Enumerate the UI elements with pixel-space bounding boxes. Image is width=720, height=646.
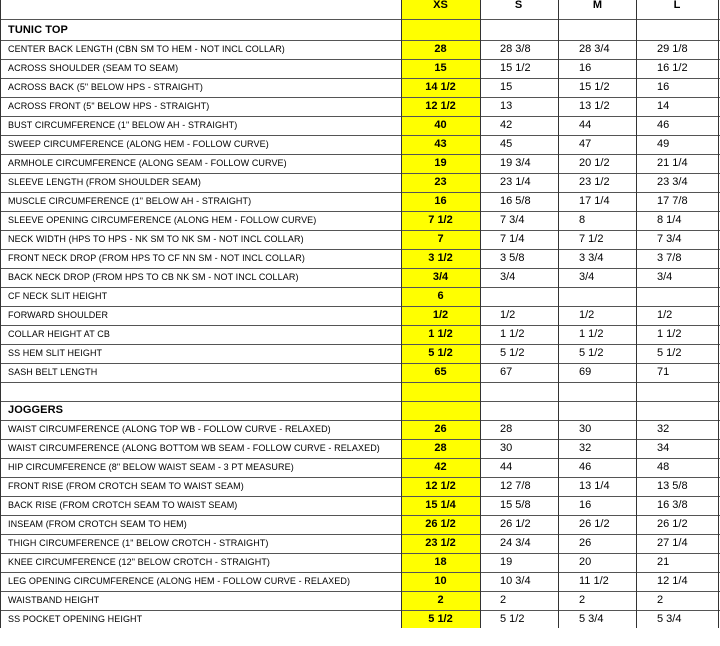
row-divider bbox=[0, 553, 720, 554]
value-s: 1/2 bbox=[500, 309, 516, 321]
value-l: 21 bbox=[657, 556, 670, 568]
size-header-xs: XS bbox=[433, 0, 448, 11]
value-xs: 28 bbox=[434, 43, 447, 55]
value-m: 11 1/2 bbox=[579, 575, 609, 587]
measurement-label: BACK RISE (FROM CROTCH SEAM TO WAIST SEAM) bbox=[8, 500, 238, 510]
value-m: 26 1/2 bbox=[579, 518, 610, 530]
row-divider bbox=[0, 78, 720, 79]
value-l: 1/2 bbox=[657, 309, 673, 321]
size-header-s: S bbox=[514, 0, 523, 11]
value-s: 28 3/8 bbox=[500, 43, 531, 55]
row-divider bbox=[0, 287, 720, 288]
measurement-label: WAISTBAND HEIGHT bbox=[8, 595, 100, 605]
measurement-row bbox=[0, 325, 720, 344]
value-xs: 28 bbox=[434, 442, 447, 454]
value-m: 15 1/2 bbox=[579, 81, 610, 93]
measurement-label: LEG OPENING CIRCUMFERENCE (ALONG HEM - FOLLOW CURVE - RELAXED) bbox=[8, 576, 351, 586]
value-s: 45 bbox=[500, 138, 513, 150]
value-xs: 7 1/2 bbox=[428, 214, 453, 226]
value-xs: 26 1/2 bbox=[425, 518, 456, 530]
measurement-row bbox=[0, 40, 720, 59]
measurement-row bbox=[0, 211, 720, 230]
value-xs: 7 bbox=[437, 233, 444, 245]
measurement-row bbox=[0, 515, 720, 534]
value-s: 5 1/2 bbox=[500, 347, 525, 359]
value-m: 2 bbox=[579, 594, 586, 606]
value-l: 16 1/2 bbox=[657, 62, 688, 74]
row-divider bbox=[0, 401, 720, 402]
value-m: 46 bbox=[579, 461, 592, 473]
row-divider bbox=[0, 211, 720, 212]
value-s: 1 1/2 bbox=[500, 328, 525, 340]
measurement-row bbox=[0, 268, 720, 287]
value-m: 3 3/4 bbox=[579, 252, 604, 264]
value-s: 15 bbox=[500, 81, 513, 93]
value-l: 14 bbox=[657, 100, 670, 112]
row-divider bbox=[0, 230, 720, 231]
value-xs: 23 bbox=[434, 176, 447, 188]
value-s: 7 1/4 bbox=[500, 233, 525, 245]
measurement-label: CENTER BACK LENGTH (CBN SM TO HEM - NOT INCL COLLAR) bbox=[8, 44, 285, 54]
value-l: 16 3/8 bbox=[657, 499, 688, 511]
value-l: 34 bbox=[657, 442, 670, 454]
value-xs: 65 bbox=[434, 366, 447, 378]
size-header-m: M bbox=[592, 0, 603, 11]
measurement-row bbox=[0, 135, 720, 154]
value-s: 44 bbox=[500, 461, 513, 473]
column-divider bbox=[0, 0, 1, 628]
measurement-row bbox=[0, 249, 720, 268]
value-s: 16 5/8 bbox=[500, 195, 531, 207]
value-l: 5 3/4 bbox=[657, 613, 682, 625]
value-s: 2 bbox=[500, 594, 507, 606]
page-bottom-margin bbox=[0, 628, 720, 646]
value-xs: 23 1/2 bbox=[425, 537, 456, 549]
measurement-row bbox=[0, 420, 720, 439]
value-xs: 12 1/2 bbox=[425, 100, 456, 112]
value-m: 30 bbox=[579, 423, 592, 435]
column-divider bbox=[401, 0, 402, 628]
measurement-row bbox=[0, 192, 720, 211]
measurement-row bbox=[0, 116, 720, 135]
value-l: 49 bbox=[657, 138, 670, 150]
value-l: 2 bbox=[657, 594, 664, 606]
measurement-row bbox=[0, 59, 720, 78]
value-s: 3/4 bbox=[500, 271, 516, 283]
row-divider bbox=[0, 610, 720, 611]
measurement-label: SWEEP CIRCUMFERENCE (ALONG HEM - FOLLOW CURVE) bbox=[8, 139, 269, 149]
value-l: 27 1/4 bbox=[657, 537, 688, 549]
measurement-label: SS POCKET OPENING HEIGHT bbox=[8, 614, 143, 624]
section-title: JOGGERS bbox=[8, 404, 64, 416]
value-l: 8 1/4 bbox=[657, 214, 682, 226]
measurement-label: BACK NECK DROP (FROM HPS TO CB NK SM - NOT INCL COLLAR) bbox=[8, 272, 299, 282]
measurement-label: ACROSS SHOULDER (SEAM TO SEAM) bbox=[8, 63, 179, 73]
value-m: 13 1/2 bbox=[579, 100, 610, 112]
measurement-row bbox=[0, 173, 720, 192]
value-m: 5 1/2 bbox=[579, 347, 604, 359]
value-xs: 2 bbox=[437, 594, 444, 606]
measurement-label: ACROSS BACK (5" BELOW HPS - STRAIGHT) bbox=[8, 82, 203, 92]
measurement-label: NECK WIDTH (HPS TO HPS - NK SM TO NK SM - NOT INCL COLLAR) bbox=[8, 234, 304, 244]
measurement-label: COLLAR HEIGHT AT CB bbox=[8, 329, 110, 339]
measurement-label: SASH BELT LENGTH bbox=[8, 367, 98, 377]
measurement-label: SLEEVE OPENING CIRCUMFERENCE (ALONG HEM - FOLLOW CURVE) bbox=[8, 215, 317, 225]
row-divider bbox=[0, 192, 720, 193]
row-divider bbox=[0, 344, 720, 345]
section-title: TUNIC TOP bbox=[8, 24, 68, 36]
section-title-row bbox=[0, 21, 720, 40]
measurement-label: FORWARD SHOULDER bbox=[8, 310, 109, 320]
value-m: 1 1/2 bbox=[579, 328, 604, 340]
value-l: 23 3/4 bbox=[657, 176, 688, 188]
value-s: 23 1/4 bbox=[500, 176, 531, 188]
row-divider bbox=[0, 496, 720, 497]
value-m: 1/2 bbox=[579, 309, 595, 321]
measurement-row bbox=[0, 477, 720, 496]
value-xs: 26 bbox=[434, 423, 447, 435]
measurement-label: ACROSS FRONT (5" BELOW HPS - STRAIGHT) bbox=[8, 101, 210, 111]
value-m: 3/4 bbox=[579, 271, 595, 283]
measurement-row bbox=[0, 344, 720, 363]
measurement-row bbox=[0, 97, 720, 116]
value-l: 7 3/4 bbox=[657, 233, 682, 245]
value-m: 5 3/4 bbox=[579, 613, 604, 625]
value-m: 23 1/2 bbox=[579, 176, 610, 188]
measurement-row bbox=[0, 553, 720, 572]
column-divider bbox=[480, 0, 481, 628]
value-l: 3 7/8 bbox=[657, 252, 682, 264]
value-s: 30 bbox=[500, 442, 513, 454]
measurement-row bbox=[0, 591, 720, 610]
row-divider bbox=[0, 97, 720, 98]
value-l: 17 7/8 bbox=[657, 195, 688, 207]
row-divider bbox=[0, 173, 720, 174]
value-s: 24 3/4 bbox=[500, 537, 531, 549]
value-m: 17 1/4 bbox=[579, 195, 610, 207]
value-xs: 1 1/2 bbox=[428, 328, 453, 340]
size-header-l: L bbox=[673, 0, 681, 11]
column-divider bbox=[636, 0, 637, 628]
value-l: 1 1/2 bbox=[657, 328, 682, 340]
measurement-label: FRONT NECK DROP (FROM HPS TO CF NN SM - NOT INCL COLLAR) bbox=[8, 253, 305, 263]
value-m: 26 bbox=[579, 537, 592, 549]
value-s: 19 bbox=[500, 556, 513, 568]
measurement-label: THIGH CIRCUMFERENCE (1" BELOW CROTCH - STRAIGHT) bbox=[8, 538, 269, 548]
value-s: 15 5/8 bbox=[500, 499, 531, 511]
measurement-label: MUSCLE CIRCUMFERENCE (1" BELOW AH - STRAIGHT) bbox=[8, 196, 252, 206]
value-m: 8 bbox=[579, 214, 586, 226]
measurement-label: HIP CIRCUMFERENCE (8" BELOW WAIST SEAM - 3 PT MEASURE) bbox=[8, 462, 294, 472]
value-xs: 16 bbox=[434, 195, 447, 207]
measurement-row bbox=[0, 306, 720, 325]
row-divider bbox=[0, 420, 720, 421]
value-m: 16 bbox=[579, 62, 592, 74]
measurement-label: WAIST CIRCUMFERENCE (ALONG TOP WB - FOLLOW CURVE - RELAXED) bbox=[8, 424, 331, 434]
section-title-row bbox=[0, 401, 720, 420]
value-m: 20 1/2 bbox=[579, 157, 610, 169]
value-m: 20 bbox=[579, 556, 592, 568]
value-l: 12 1/4 bbox=[657, 575, 688, 587]
row-divider bbox=[0, 116, 720, 117]
value-l: 13 5/8 bbox=[657, 480, 688, 492]
measurement-row bbox=[0, 230, 720, 249]
value-s: 42 bbox=[500, 119, 513, 131]
size-header-row bbox=[0, 0, 720, 19]
value-l: 16 bbox=[657, 81, 670, 93]
value-m: 16 bbox=[579, 499, 592, 511]
measurement-label: SLEEVE LENGTH (FROM SHOULDER SEAM) bbox=[8, 177, 201, 187]
measurement-row bbox=[0, 154, 720, 173]
measurement-label: KNEE CIRCUMFERENCE (12" BELOW CROTCH - STRAIGHT) bbox=[8, 557, 271, 567]
measurement-label: CF NECK SLIT HEIGHT bbox=[8, 291, 108, 301]
row-divider bbox=[0, 59, 720, 60]
row-divider bbox=[0, 458, 720, 459]
value-xs: 18 bbox=[434, 556, 447, 568]
value-xs: 1/2 bbox=[432, 309, 449, 321]
row-divider bbox=[0, 439, 720, 440]
measurement-label: INSEAM (FROM CROTCH SEAM TO HEM) bbox=[8, 519, 187, 529]
row-divider bbox=[0, 515, 720, 516]
measurement-row bbox=[0, 496, 720, 515]
value-s: 13 bbox=[500, 100, 513, 112]
row-divider bbox=[0, 19, 720, 20]
value-xs: 3/4 bbox=[432, 271, 449, 283]
row-divider bbox=[0, 325, 720, 326]
measurement-label: SS HEM SLIT HEIGHT bbox=[8, 348, 103, 358]
value-m: 28 3/4 bbox=[579, 43, 610, 55]
value-l: 32 bbox=[657, 423, 670, 435]
value-xs: 10 bbox=[434, 575, 447, 587]
row-divider bbox=[0, 268, 720, 269]
measurement-label: WAIST CIRCUMFERENCE (ALONG BOTTOM WB SEAM - FOLLOW CURVE - RELAXED) bbox=[8, 443, 380, 453]
value-s: 15 1/2 bbox=[500, 62, 531, 74]
value-s: 5 1/2 bbox=[500, 613, 525, 625]
value-s: 10 3/4 bbox=[500, 575, 531, 587]
value-s: 19 3/4 bbox=[500, 157, 531, 169]
measurement-row bbox=[0, 287, 720, 306]
value-xs: 19 bbox=[434, 157, 447, 169]
measurement-row bbox=[0, 572, 720, 591]
row-divider bbox=[0, 40, 720, 41]
value-m: 7 1/2 bbox=[579, 233, 604, 245]
value-m: 13 1/4 bbox=[579, 480, 610, 492]
column-divider bbox=[718, 0, 719, 628]
row-divider bbox=[0, 306, 720, 307]
value-xs: 6 bbox=[437, 290, 444, 302]
value-xs: 15 1/4 bbox=[425, 499, 456, 511]
measurement-label: ARMHOLE CIRCUMFERENCE (ALONG SEAM - FOLLOW CURVE) bbox=[8, 158, 287, 168]
row-divider bbox=[0, 477, 720, 478]
measurement-row bbox=[0, 78, 720, 97]
value-m: 69 bbox=[579, 366, 592, 378]
value-xs: 5 1/2 bbox=[428, 613, 453, 625]
value-s: 12 7/8 bbox=[500, 480, 531, 492]
value-xs: 5 1/2 bbox=[428, 347, 453, 359]
row-divider bbox=[0, 363, 720, 364]
value-s: 67 bbox=[500, 366, 513, 378]
value-l: 48 bbox=[657, 461, 670, 473]
value-l: 46 bbox=[657, 119, 670, 131]
measurement-label: BUST CIRCUMFERENCE (1" BELOW AH - STRAIGHT) bbox=[8, 120, 238, 130]
value-s: 3 5/8 bbox=[500, 252, 525, 264]
value-l: 21 1/4 bbox=[657, 157, 688, 169]
row-divider bbox=[0, 591, 720, 592]
value-s: 26 1/2 bbox=[500, 518, 531, 530]
column-divider bbox=[558, 0, 559, 628]
measurement-row bbox=[0, 534, 720, 553]
value-m: 47 bbox=[579, 138, 592, 150]
value-xs: 40 bbox=[434, 119, 447, 131]
value-l: 3/4 bbox=[657, 271, 673, 283]
row-divider bbox=[0, 534, 720, 535]
value-s: 7 3/4 bbox=[500, 214, 525, 226]
measurement-row bbox=[0, 458, 720, 477]
value-xs: 14 1/2 bbox=[425, 81, 456, 93]
measurement-row bbox=[0, 439, 720, 458]
value-l: 71 bbox=[657, 366, 670, 378]
value-l: 26 1/2 bbox=[657, 518, 688, 530]
value-xs: 15 bbox=[434, 62, 447, 74]
row-divider bbox=[0, 382, 720, 383]
row-divider bbox=[0, 572, 720, 573]
value-m: 32 bbox=[579, 442, 592, 454]
value-xs: 43 bbox=[434, 138, 447, 150]
value-xs: 42 bbox=[434, 461, 447, 473]
row-divider bbox=[0, 249, 720, 250]
measurement-label: FRONT RISE (FROM CROTCH SEAM TO WAIST SEAM) bbox=[8, 481, 244, 491]
value-s: 28 bbox=[500, 423, 513, 435]
value-xs: 12 1/2 bbox=[425, 480, 456, 492]
value-xs: 3 1/2 bbox=[428, 252, 453, 264]
value-l: 5 1/2 bbox=[657, 347, 682, 359]
row-divider bbox=[0, 154, 720, 155]
value-l: 29 1/8 bbox=[657, 43, 688, 55]
measurement-row bbox=[0, 363, 720, 382]
value-m: 44 bbox=[579, 119, 592, 131]
measurement-row bbox=[0, 610, 720, 629]
row-divider bbox=[0, 135, 720, 136]
